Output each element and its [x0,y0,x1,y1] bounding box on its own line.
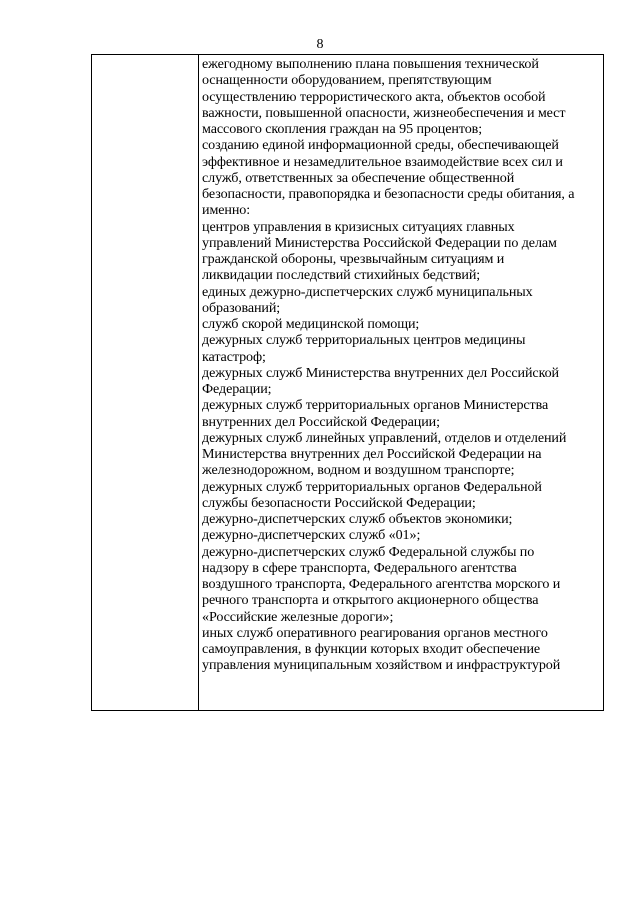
text-line: массового скопления граждан на 95 процентов; [202,121,483,137]
text-line: катастроф; [202,348,266,365]
text-line: безопасности, правопорядка и безопасности среды обитания, а [202,186,575,202]
document-table [91,54,604,711]
text-line: воздушного транспорта, Федерального агентства морского и [202,576,561,592]
table-left-cell [92,55,198,710]
text-line: именно: [202,202,251,219]
column-divider [198,55,199,710]
text-line: внутренних дел Российской Федерации; [202,413,440,430]
text-line: дежурно-диспетчерских служб Федеральной службы по [202,543,535,560]
text-line: ежегодному выполнению плана повышения технической [202,56,539,72]
text-line: единых дежурно-диспетчерских служб муниципальных [202,283,533,300]
text-line: созданию единой информационной среды, обеспечивающей [202,137,559,154]
text-line: дежурных служб территориальных центров медицины [202,332,526,349]
text-line: оснащенности оборудованием, препятствующим [202,72,492,89]
text-line: дежурных служб территориальных органов Федеральной [202,478,542,495]
text-line: службы безопасности Российской Федерации; [202,494,476,511]
text-line: осуществлению террористического акта, объектов особой [202,88,546,105]
text-line: дежурно-диспетчерских служб объектов экономики; [202,511,513,527]
text-line: дежурных служб Министерства внутренних дел Российской [202,364,559,381]
text-line: ликвидации последствий стихийных бедствий; [202,267,481,284]
text-line: «Российские железные дороги»; [202,608,394,625]
text-line: центров управления в кризисных ситуациях главных [202,218,515,235]
text-line: управления муниципальным хозяйством и инфраструктурой [202,657,561,674]
text-line: гражданской обороны, чрезвычайным ситуациям и [202,251,505,267]
text-line: дежурно-диспетчерских служб «01»; [202,527,421,544]
text-line: дежурных служб линейных управлений, отделов и отделений [202,429,567,446]
text-line: служб скорой медицинской помощи; [202,316,420,332]
text-line: Министерства внутренних дел Российской Федерации на [202,446,542,462]
text-line: надзору в сфере транспорта, Федерального агентства [202,559,517,576]
text-line: железнодорожном, водном и воздушном транспорте; [202,462,515,479]
page-number: 8 [316,37,324,52]
text-line: служб, ответственных за обеспечение общественной [202,169,515,186]
text-line: речного транспорта и открытого акционерного общества [202,592,539,609]
text-line: управлений Министерства Российской Федерации по делам [202,234,557,251]
table-right-cell [202,56,602,674]
text-line: эффективное и незамедлительное взаимодействие всех сил и [202,153,563,170]
text-line: самоуправления, в функции которых входит обеспечение [202,641,541,657]
text-line: иных служб оперативного реагирования органов местного [202,624,548,641]
text-line: дежурных служб территориальных органов Министерства [202,397,549,414]
text-line: Федерации; [202,381,272,397]
text-line: важности, повышенной опасности, жизнеобеспечения и мест [202,104,566,121]
text-line: образований; [202,299,281,316]
